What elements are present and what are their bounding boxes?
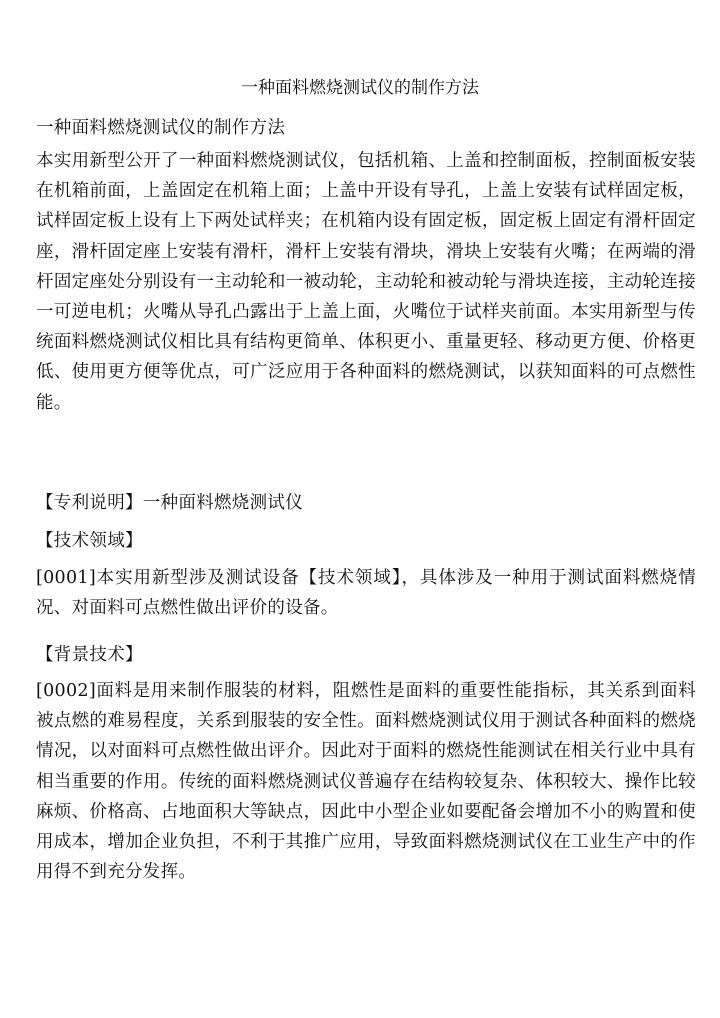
abstract-paragraph: 本实用新型公开了一种面料燃烧测试仪，包括机箱、上盖和控制面板，控制面板安装在机箱前面，上盖固定在机箱上面；上盖中开设有导孔，上盖上安装有试样固定板，试样固定板上设有上下两处试样夹；在机箱内设有固定板，固定板上固定有滑杆固定座，滑杆固定座上安装有滑杆，滑杆上安装有滑块，滑块上安装有火嘴；在两端的滑杆固定座处分别设有一主动轮和一被动轮，主动轮和被动轮与滑块连接，主动轮连接一可逆电机；火嘴从导孔凸露出于上盖上面，火嘴位于试样夹前面。本实用新型与传统面料燃烧测试仪相比具有结构更简单、体积更小、重量更轻、移动更方便、价格更低、使用更方便等优点，可广泛应用于各种面料的燃烧测试，以获知面料的可点燃性能。 (36, 151, 696, 413)
document-subtitle: 一种面料燃烧测试仪的制作方法 (36, 118, 286, 138)
paragraph-0002: [0002]面料是用来制作服装的材料，阻燃性是面料的重要性能指标，其关系到面料被点燃的难易程度，关系到服装的安全性。面料燃烧测试仪用于测试各种面料的燃烧情况，以对面料可点燃性做出评介。因此对于面料的燃烧性能测试在相关行业中具有相当重要的作用。传统的面料燃烧测试仪普遍存在结构较复杂、体积较大、操作比较麻烦、价格高、占地面积大等缺点，因此中小型企业如要配备会增加不小的购置和使用成本，增加企业负担，不利于其推广应用，导致面料燃烧测试仪在工业生产中的作用得不到充分发挥。 (36, 681, 696, 883)
background-heading: 【背景技术】 (36, 645, 143, 665)
patent-description-heading: 【专利说明】一种面料燃烧测试仪 (36, 493, 303, 513)
paragraph-0001: [0001]本实用新型涉及测试设备【技术领域】，具体涉及一种用于测试面料燃烧情况、对面料可点燃性做出评价的设备。 (36, 568, 696, 619)
technical-field-heading: 【技术领域】 (36, 531, 143, 551)
document-title: 一种面料燃烧测试仪的制作方法 (241, 78, 479, 98)
